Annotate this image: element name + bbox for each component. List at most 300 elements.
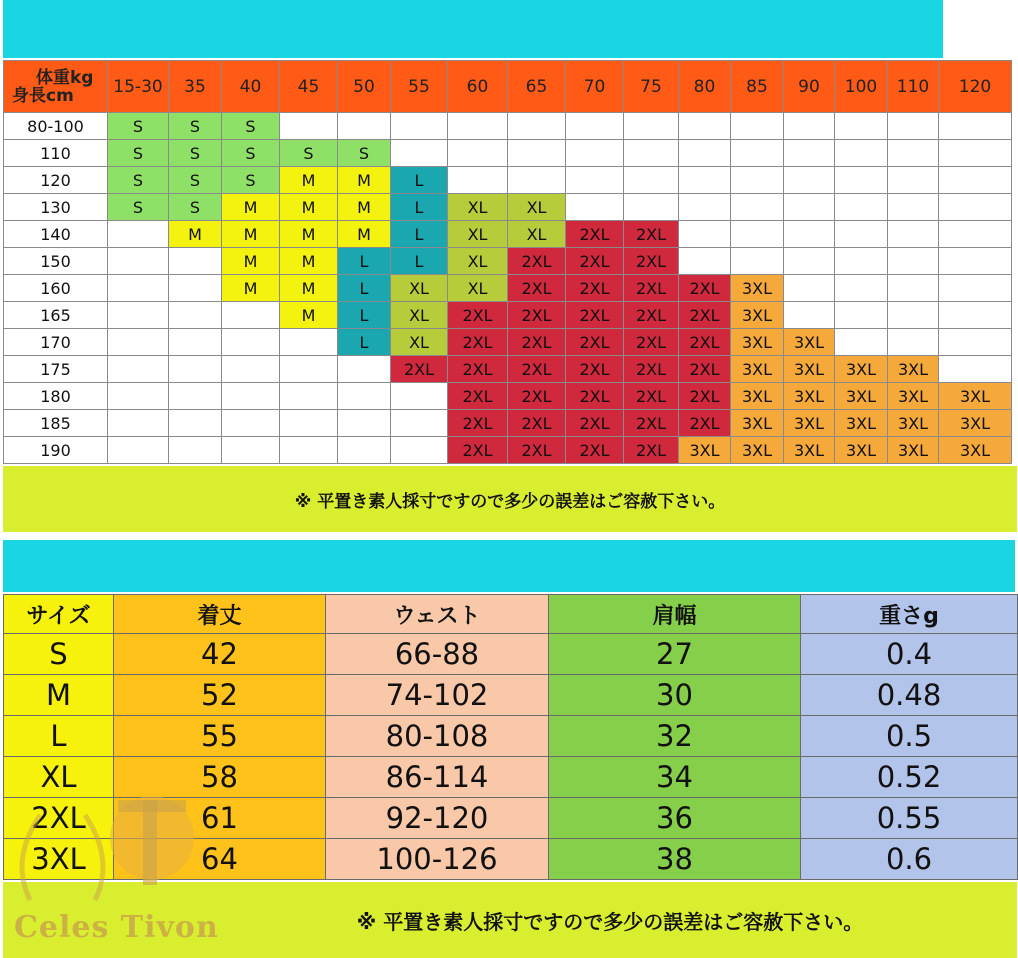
- size-row: [4, 248, 1012, 275]
- height-cell: 110: [4, 140, 108, 167]
- size-cell: 2XL: [679, 383, 731, 410]
- size-cell: 2XL: [508, 275, 566, 302]
- weight-header: 50: [338, 61, 391, 113]
- spec-cell: L: [4, 716, 114, 757]
- size-cell: S: [280, 140, 338, 167]
- spec-row: [4, 839, 1018, 880]
- size-cell: M: [222, 221, 280, 248]
- size-cell: [835, 113, 888, 140]
- size-cell: [566, 140, 624, 167]
- size-cell: 2XL: [679, 356, 731, 383]
- height-cell: 185: [4, 410, 108, 437]
- weight-axis-label: 体重kg: [36, 67, 94, 88]
- top-cyan-band: [3, 0, 943, 58]
- size-cell: [835, 302, 888, 329]
- size-cell: 2XL: [448, 383, 508, 410]
- size-cell: 2XL: [624, 221, 679, 248]
- size-row: [4, 113, 1012, 140]
- size-cell: [169, 410, 222, 437]
- spec-header: 重さg: [801, 595, 1018, 634]
- weight-header: 15-30: [108, 61, 169, 113]
- size-cell: 3XL: [784, 356, 835, 383]
- size-cell: [939, 329, 1012, 356]
- size-cell: L: [391, 194, 448, 221]
- size-cell: 2XL: [624, 248, 679, 275]
- size-cell: [508, 140, 566, 167]
- size-cell: [679, 167, 731, 194]
- size-row: [4, 302, 1012, 329]
- size-row: [4, 140, 1012, 167]
- weight-header: 35: [169, 61, 222, 113]
- size-cell: 3XL: [784, 383, 835, 410]
- size-cell: [888, 167, 939, 194]
- size-cell: [280, 410, 338, 437]
- size-cell: M: [280, 194, 338, 221]
- size-cell: [280, 113, 338, 140]
- size-cell: 3XL: [835, 410, 888, 437]
- size-row: [4, 356, 1012, 383]
- spec-cell: 55: [114, 716, 326, 757]
- size-cell: [108, 410, 169, 437]
- size-cell: [448, 113, 508, 140]
- size-cell: XL: [448, 221, 508, 248]
- size-cell: 2XL: [566, 248, 624, 275]
- size-cell: [222, 356, 280, 383]
- spec-cell: 32: [549, 716, 801, 757]
- spec-cell: 27: [549, 634, 801, 675]
- size-cell: [624, 194, 679, 221]
- size-cell: 3XL: [888, 356, 939, 383]
- size-cell: [338, 113, 391, 140]
- size-cell: [169, 383, 222, 410]
- size-cell: [391, 140, 448, 167]
- size-cell: 3XL: [939, 410, 1012, 437]
- size-cell: 2XL: [566, 329, 624, 356]
- size-cell: [888, 113, 939, 140]
- size-row: [4, 329, 1012, 356]
- size-cell: 3XL: [784, 410, 835, 437]
- size-cell: [108, 356, 169, 383]
- size-cell: S: [108, 140, 169, 167]
- height-cell: 140: [4, 221, 108, 248]
- size-cell: [784, 194, 835, 221]
- spec-cell: 36: [549, 798, 801, 839]
- weight-header: 90: [784, 61, 835, 113]
- size-cell: [731, 194, 784, 221]
- size-cell: [338, 437, 391, 464]
- size-cell: [108, 383, 169, 410]
- size-cell: [888, 140, 939, 167]
- size-cell: [731, 140, 784, 167]
- size-cell: [108, 221, 169, 248]
- spec-cell: 52: [114, 675, 326, 716]
- middle-cyan-band: [3, 540, 1015, 592]
- height-cell: 175: [4, 356, 108, 383]
- size-cell: 3XL: [731, 383, 784, 410]
- size-cell: 2XL: [566, 221, 624, 248]
- size-cell: [835, 329, 888, 356]
- spec-header: ウェスト: [326, 595, 549, 634]
- size-cell: 2XL: [679, 302, 731, 329]
- size-cell: 3XL: [731, 356, 784, 383]
- size-cell: [731, 113, 784, 140]
- size-cell: [888, 221, 939, 248]
- size-cell: M: [169, 221, 222, 248]
- size-cell: 3XL: [731, 302, 784, 329]
- spec-cell: 0.52: [801, 757, 1018, 798]
- size-cell: 3XL: [731, 329, 784, 356]
- size-cell: [280, 383, 338, 410]
- size-cell: [508, 167, 566, 194]
- size-cell: [888, 302, 939, 329]
- size-cell: 2XL: [508, 248, 566, 275]
- size-cell: [508, 113, 566, 140]
- size-cell: 2XL: [624, 383, 679, 410]
- size-cell: [624, 140, 679, 167]
- size-cell: [222, 329, 280, 356]
- spec-header: 肩幅: [549, 595, 801, 634]
- height-cell: 160: [4, 275, 108, 302]
- size-row: [4, 194, 1012, 221]
- size-cell: L: [338, 275, 391, 302]
- size-cell: [835, 140, 888, 167]
- size-cell: 3XL: [835, 437, 888, 464]
- size-row: [4, 221, 1012, 248]
- size-cell: [566, 194, 624, 221]
- size-cell: 3XL: [731, 437, 784, 464]
- size-cell: [835, 194, 888, 221]
- size-cell: [784, 302, 835, 329]
- size-cell: [731, 167, 784, 194]
- spec-cell: 42: [114, 634, 326, 675]
- size-cell: [169, 275, 222, 302]
- weight-header: 75: [624, 61, 679, 113]
- size-cell: L: [338, 248, 391, 275]
- size-cell: [108, 302, 169, 329]
- size-cell: [108, 437, 169, 464]
- size-cell: S: [108, 194, 169, 221]
- size-cell: 2XL: [566, 356, 624, 383]
- size-cell: 3XL: [888, 383, 939, 410]
- size-cell: [222, 437, 280, 464]
- size-cell: [939, 248, 1012, 275]
- spec-cell: 64: [114, 839, 326, 880]
- size-cell: 2XL: [566, 410, 624, 437]
- size-cell: 2XL: [679, 275, 731, 302]
- size-cell: [222, 410, 280, 437]
- size-cell: 2XL: [448, 410, 508, 437]
- size-cell: [169, 302, 222, 329]
- size-cell: L: [391, 248, 448, 275]
- size-cell: 2XL: [566, 437, 624, 464]
- spec-cell: 2XL: [4, 798, 114, 839]
- spec-row: [4, 634, 1018, 675]
- size-cell: M: [222, 275, 280, 302]
- size-cell: [338, 356, 391, 383]
- note-top-text: ※ 平置き素人採寸ですので多少の誤差はご容赦下さい。: [294, 491, 726, 512]
- size-row: [4, 410, 1012, 437]
- size-cell: L: [391, 221, 448, 248]
- size-cell: S: [108, 167, 169, 194]
- size-cell: [784, 221, 835, 248]
- size-cell: [731, 221, 784, 248]
- size-cell: [222, 302, 280, 329]
- size-cell: 3XL: [888, 437, 939, 464]
- size-cell: S: [169, 194, 222, 221]
- height-cell: 130: [4, 194, 108, 221]
- size-cell: 2XL: [624, 410, 679, 437]
- height-cell: 120: [4, 167, 108, 194]
- weight-header: 65: [508, 61, 566, 113]
- size-cell: [939, 194, 1012, 221]
- size-row: [4, 437, 1012, 464]
- size-cell: 3XL: [939, 383, 1012, 410]
- spec-cell: 0.6: [801, 839, 1018, 880]
- garment-spec-table: [3, 594, 1018, 880]
- size-cell: [391, 437, 448, 464]
- height-cell: 170: [4, 329, 108, 356]
- size-cell: [939, 302, 1012, 329]
- size-cell: 3XL: [835, 383, 888, 410]
- size-cell: 2XL: [508, 410, 566, 437]
- size-cell: [624, 113, 679, 140]
- spec-cell: S: [4, 634, 114, 675]
- size-row: [4, 383, 1012, 410]
- size-cell: [280, 437, 338, 464]
- size-cell: XL: [391, 275, 448, 302]
- size-cell: [939, 356, 1012, 383]
- size-cell: [169, 329, 222, 356]
- spec-cell: 86-114: [326, 757, 549, 798]
- size-cell: [784, 113, 835, 140]
- size-cell: [888, 248, 939, 275]
- spec-header: 着丈: [114, 595, 326, 634]
- spec-cell: 61: [114, 798, 326, 839]
- size-cell: [280, 329, 338, 356]
- spec-cell: 74-102: [326, 675, 549, 716]
- size-cell: 3XL: [939, 437, 1012, 464]
- weight-header: 85: [731, 61, 784, 113]
- spec-cell: 100-126: [326, 839, 549, 880]
- spec-row: [4, 716, 1018, 757]
- spec-row: [4, 757, 1018, 798]
- size-cell: 3XL: [731, 410, 784, 437]
- size-cell: S: [169, 140, 222, 167]
- size-cell: M: [338, 221, 391, 248]
- size-cell: M: [280, 248, 338, 275]
- size-cell: [624, 167, 679, 194]
- size-cell: M: [280, 167, 338, 194]
- spec-header: サイズ: [4, 595, 114, 634]
- size-cell: 2XL: [508, 302, 566, 329]
- size-cell: [169, 248, 222, 275]
- size-cell: XL: [448, 248, 508, 275]
- size-cell: [222, 383, 280, 410]
- size-cell: XL: [448, 194, 508, 221]
- measurement-note-top: [3, 466, 1017, 532]
- size-cell: [888, 329, 939, 356]
- size-cell: 3XL: [784, 329, 835, 356]
- size-cell: [835, 248, 888, 275]
- size-cell: [280, 356, 338, 383]
- weight-header: 70: [566, 61, 624, 113]
- size-cell: [835, 275, 888, 302]
- size-cell: 2XL: [508, 437, 566, 464]
- size-cell: 2XL: [679, 410, 731, 437]
- size-cell: M: [338, 167, 391, 194]
- size-cell: [391, 383, 448, 410]
- size-cell: 3XL: [679, 437, 731, 464]
- weight-header: 110: [888, 61, 939, 113]
- size-cell: 3XL: [835, 356, 888, 383]
- size-cell: 3XL: [784, 437, 835, 464]
- size-cell: 2XL: [566, 383, 624, 410]
- size-cell: [679, 113, 731, 140]
- size-cell: [169, 437, 222, 464]
- size-cell: [939, 113, 1012, 140]
- size-cell: [888, 275, 939, 302]
- size-cell: XL: [508, 194, 566, 221]
- height-cell: 80-100: [4, 113, 108, 140]
- size-cell: 2XL: [624, 329, 679, 356]
- height-cell: 190: [4, 437, 108, 464]
- size-cell: [108, 275, 169, 302]
- size-cell: [835, 167, 888, 194]
- size-cell: L: [391, 167, 448, 194]
- size-cell: 2XL: [448, 356, 508, 383]
- size-cell: L: [338, 302, 391, 329]
- size-cell: M: [338, 194, 391, 221]
- size-cell: 2XL: [391, 356, 448, 383]
- size-cell: 2XL: [508, 383, 566, 410]
- size-row: [4, 167, 1012, 194]
- weight-header: 120: [939, 61, 1012, 113]
- size-cell: [784, 140, 835, 167]
- size-cell: [448, 140, 508, 167]
- height-axis-label: 身長cm: [12, 85, 74, 106]
- size-cell: S: [169, 113, 222, 140]
- note-bottom-text: ※ 平置き素人採寸ですので多少の誤差はご容赦下さい。: [356, 909, 864, 934]
- size-cell: [731, 248, 784, 275]
- size-cell: 2XL: [448, 302, 508, 329]
- size-cell: 2XL: [448, 329, 508, 356]
- size-cell: S: [169, 167, 222, 194]
- size-cell: 2XL: [508, 356, 566, 383]
- spec-cell: 80-108: [326, 716, 549, 757]
- size-cell: 2XL: [566, 275, 624, 302]
- size-cell: M: [280, 221, 338, 248]
- spec-row: [4, 798, 1018, 839]
- size-cell: [108, 329, 169, 356]
- spec-cell: 58: [114, 757, 326, 798]
- spec-cell: 34: [549, 757, 801, 798]
- spec-cell: 38: [549, 839, 801, 880]
- size-cell: [939, 167, 1012, 194]
- size-cell: [784, 167, 835, 194]
- size-cell: [939, 221, 1012, 248]
- weight-header: 45: [280, 61, 338, 113]
- spec-cell: 0.48: [801, 675, 1018, 716]
- size-cell: [391, 410, 448, 437]
- weight-header: 40: [222, 61, 280, 113]
- size-cell: 2XL: [508, 329, 566, 356]
- size-cell: M: [222, 194, 280, 221]
- size-cell: 2XL: [624, 302, 679, 329]
- weight-header: 80: [679, 61, 731, 113]
- size-cell: XL: [508, 221, 566, 248]
- size-cell: XL: [391, 329, 448, 356]
- size-cell: 2XL: [679, 329, 731, 356]
- spec-cell: 0.5: [801, 716, 1018, 757]
- weight-header: 100: [835, 61, 888, 113]
- size-cell: [338, 383, 391, 410]
- size-cell: M: [222, 248, 280, 275]
- size-cell: [338, 410, 391, 437]
- size-cell: [939, 275, 1012, 302]
- spec-cell: M: [4, 675, 114, 716]
- size-cell: 2XL: [624, 437, 679, 464]
- spec-cell: 92-120: [326, 798, 549, 839]
- size-cell: 2XL: [624, 275, 679, 302]
- spec-cell: XL: [4, 757, 114, 798]
- size-cell: S: [222, 167, 280, 194]
- spec-cell: 0.4: [801, 634, 1018, 675]
- size-cell: [679, 248, 731, 275]
- size-cell: [679, 194, 731, 221]
- spec-row: [4, 675, 1018, 716]
- size-row: [4, 275, 1012, 302]
- size-cell: 2XL: [624, 356, 679, 383]
- size-cell: [566, 113, 624, 140]
- size-cell: [939, 140, 1012, 167]
- spec-cell: 30: [549, 675, 801, 716]
- size-cell: [566, 167, 624, 194]
- size-cell: [679, 140, 731, 167]
- size-cell: [888, 194, 939, 221]
- size-cell: 3XL: [888, 410, 939, 437]
- brand-logo-text: Celes Tivon: [14, 910, 219, 945]
- size-cell: 2XL: [448, 437, 508, 464]
- corner-header: [4, 61, 108, 113]
- size-cell: S: [338, 140, 391, 167]
- weight-header: 55: [391, 61, 448, 113]
- weight-header: 60: [448, 61, 508, 113]
- size-cell: S: [222, 140, 280, 167]
- size-cell: 3XL: [731, 275, 784, 302]
- size-cell: [784, 275, 835, 302]
- size-cell: L: [338, 329, 391, 356]
- size-cell: [784, 248, 835, 275]
- height-cell: 180: [4, 383, 108, 410]
- size-cell: S: [108, 113, 169, 140]
- height-cell: 150: [4, 248, 108, 275]
- height-cell: 165: [4, 302, 108, 329]
- size-cell: [169, 356, 222, 383]
- size-cell: M: [280, 275, 338, 302]
- size-cell: [108, 248, 169, 275]
- spec-cell: 3XL: [4, 839, 114, 880]
- spec-cell: 0.55: [801, 798, 1018, 839]
- size-cell: S: [222, 113, 280, 140]
- size-cell: M: [280, 302, 338, 329]
- size-cell: 2XL: [566, 302, 624, 329]
- size-cell: XL: [391, 302, 448, 329]
- size-chart-table: [3, 60, 1012, 464]
- size-cell: XL: [448, 275, 508, 302]
- size-cell: [679, 221, 731, 248]
- size-cell: [391, 113, 448, 140]
- spec-cell: 66-88: [326, 634, 549, 675]
